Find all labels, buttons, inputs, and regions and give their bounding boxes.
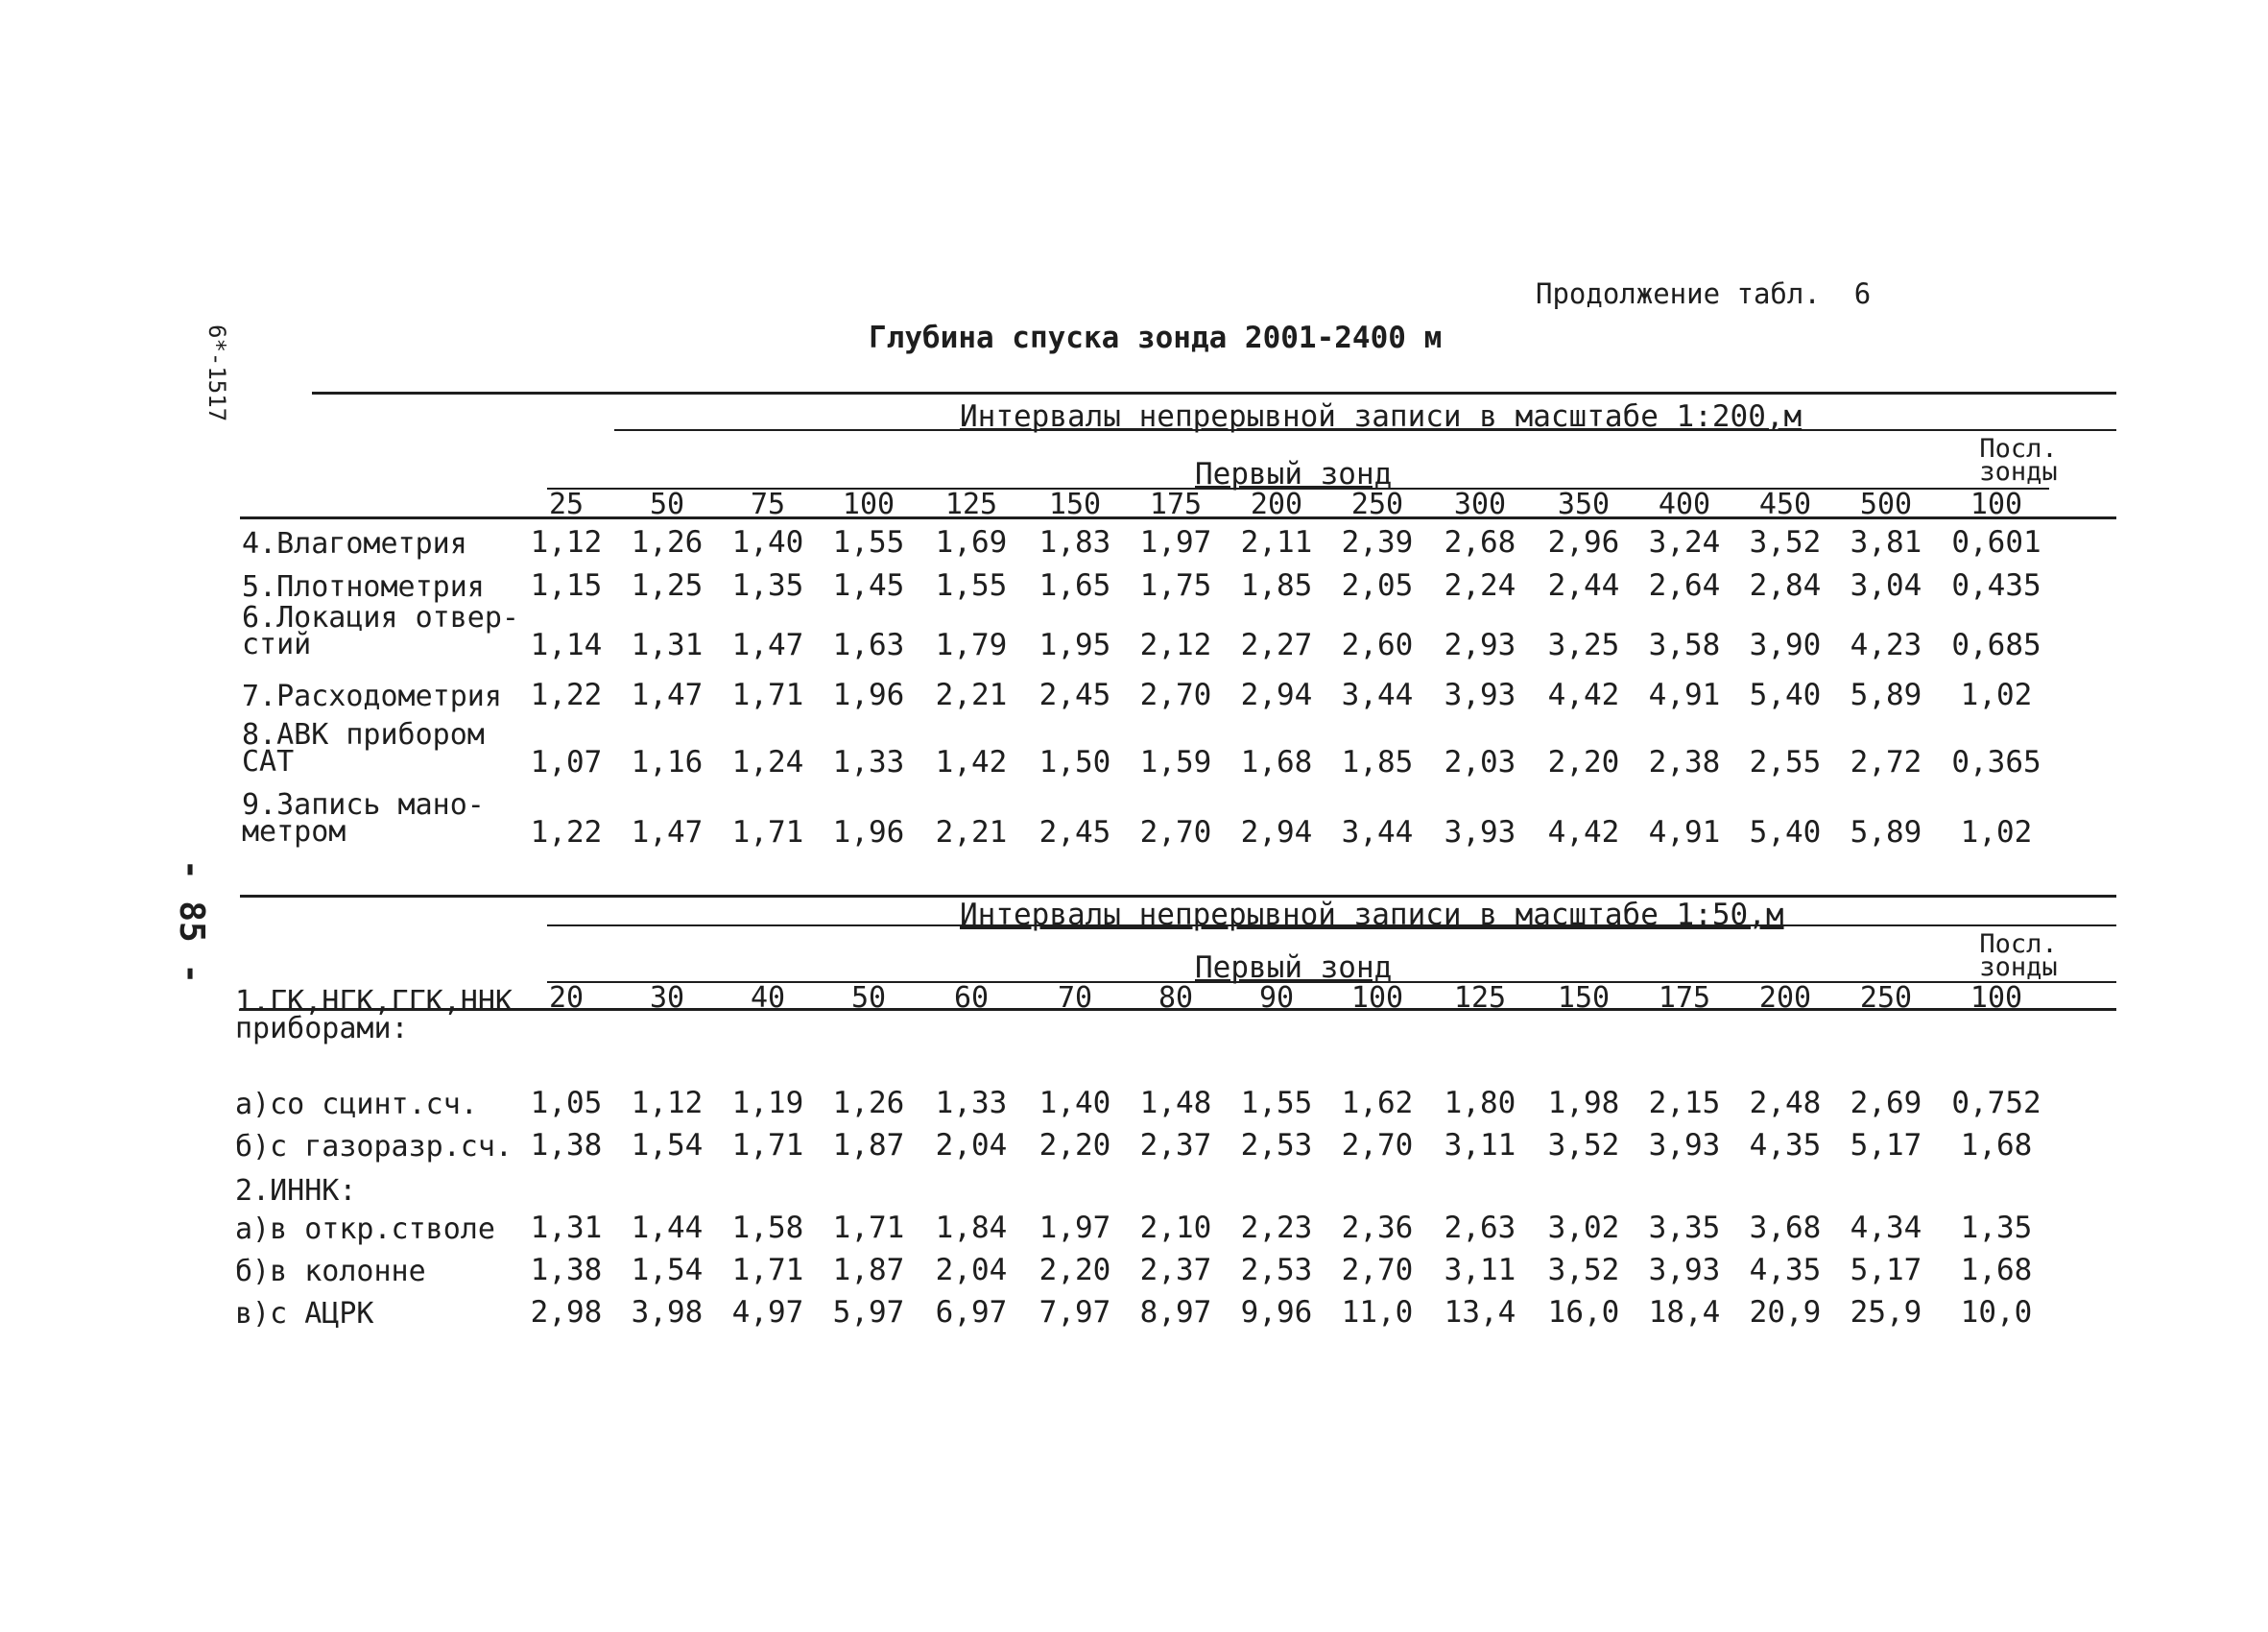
table-cell: 16,0	[1547, 1295, 1620, 1330]
row-label-line: б)с газоразр.сч.	[235, 1130, 513, 1164]
table-cell: 2,69	[1850, 1086, 1922, 1120]
table-cell: 1,44	[631, 1211, 704, 1245]
table-cell: 1,47	[631, 678, 704, 712]
table-cell: 1,71	[832, 1211, 905, 1245]
table-cell: 11,0	[1341, 1295, 1414, 1330]
column-header: 125	[944, 488, 998, 521]
table-cell: 7,97	[1039, 1295, 1111, 1330]
row-label	[235, 1212, 495, 1246]
table-cell: 1,02	[1960, 678, 2033, 712]
row-label	[242, 788, 485, 849]
last-col-head-2	[1966, 929, 2071, 982]
column-header: 20	[548, 981, 585, 1015]
table-cell: 3,90	[1749, 628, 1822, 662]
row-label-line: стий	[242, 628, 312, 661]
rule-top-1	[312, 392, 2116, 395]
column-header: 175	[1658, 981, 1711, 1015]
table-cell: 2,38	[1648, 745, 1721, 780]
table-cell: 1,96	[832, 678, 905, 712]
table-cell: 1,95	[1039, 628, 1111, 662]
table-cell: 3,93	[1444, 815, 1516, 850]
table-cell: 1,26	[832, 1086, 905, 1120]
table-cell: 0,435	[1951, 568, 2041, 603]
row-label-line: в)с АЦРК	[235, 1297, 374, 1331]
row-label	[235, 1130, 513, 1164]
table-cell: 1,42	[935, 745, 1008, 780]
table-cell: 1,14	[530, 628, 603, 662]
table-cell: 4,97	[731, 1295, 804, 1330]
table-cell: 3,93	[1648, 1253, 1721, 1287]
table-cell: 4,42	[1547, 678, 1620, 712]
table-cell: 2,64	[1648, 568, 1721, 603]
table-cell: 1,22	[530, 815, 603, 850]
table-cell: 2,94	[1240, 815, 1313, 850]
table-cell: 1,16	[631, 745, 704, 780]
column-header: 100	[1970, 981, 2023, 1015]
column-header: 80	[1158, 981, 1194, 1015]
table-cell: 2,60	[1341, 628, 1414, 662]
row-label-line: б)в колонне	[235, 1255, 426, 1288]
table-cell: 5,17	[1850, 1128, 1922, 1163]
table-cell: 2,45	[1039, 678, 1111, 712]
table-cell: 5,40	[1749, 815, 1822, 850]
row-label-line: а)со сцинт.сч.	[235, 1088, 478, 1121]
column-header: 60	[953, 981, 990, 1015]
table-cell: 1,87	[832, 1128, 905, 1163]
table-cell: 1,55	[935, 568, 1008, 603]
table-cell: 1,71	[731, 815, 804, 850]
row-label-line: 5.Плотнометрия	[242, 570, 485, 604]
table-cell: 3,58	[1648, 628, 1721, 662]
table-cell: 1,59	[1139, 745, 1212, 780]
table-cell: 2,94	[1240, 678, 1313, 712]
column-header: 450	[1758, 488, 1812, 521]
table-cell: 1,68	[1240, 745, 1313, 780]
page-number: - 85 -	[172, 859, 211, 985]
table-cell: 1,71	[731, 1253, 804, 1287]
table-cell: 2,05	[1341, 568, 1414, 603]
table-cell: 2,55	[1749, 745, 1822, 780]
table-cell: 3,98	[631, 1295, 704, 1330]
row-label	[242, 527, 467, 561]
table-cell: 2,04	[935, 1253, 1008, 1287]
table-cell: 2,12	[1139, 628, 1212, 662]
table-cell: 2,84	[1749, 568, 1822, 603]
table-cell: 1,15	[530, 568, 603, 603]
table-cell: 3,25	[1547, 628, 1620, 662]
row-label-line: 7.Расходометрия	[242, 680, 502, 713]
table-cell: 2,93	[1444, 628, 1516, 662]
last-col-head-line: Посл.	[1979, 434, 2058, 464]
table-cell: 2,70	[1341, 1128, 1414, 1163]
table-cell: 1,38	[530, 1253, 603, 1287]
table-cell: 1,35	[731, 568, 804, 603]
table-cell: 1,35	[1960, 1211, 2033, 1245]
column-header: 200	[1758, 981, 1812, 1015]
table-cell: 2,70	[1139, 815, 1212, 850]
column-header: 200	[1250, 488, 1303, 521]
table-cell: 1,24	[731, 745, 804, 780]
table-cell: 5,89	[1850, 678, 1922, 712]
row-label-line: 9.Запись мано-	[242, 788, 485, 822]
table-cell: 1,87	[832, 1253, 905, 1287]
table-cell: 1,07	[530, 745, 603, 780]
table-cell: 1,71	[731, 1128, 804, 1163]
table-cell: 0,752	[1951, 1086, 2041, 1120]
table-cell: 2,37	[1139, 1253, 1212, 1287]
table-cell: 3,04	[1850, 568, 1922, 603]
table-cell: 3,52	[1547, 1253, 1620, 1287]
table-cell: 13,4	[1444, 1295, 1516, 1330]
table-cell: 5,40	[1749, 678, 1822, 712]
row-label	[235, 1297, 374, 1331]
table-cell: 1,80	[1444, 1086, 1516, 1120]
table-cell: 2,39	[1341, 525, 1414, 560]
table-cell: 2,45	[1039, 815, 1111, 850]
table-cell: 1,69	[935, 525, 1008, 560]
table-cell: 3,81	[1850, 525, 1922, 560]
column-header: 175	[1149, 488, 1203, 521]
table-cell: 2,27	[1240, 628, 1313, 662]
column-header: 25	[548, 488, 585, 521]
row-label	[242, 680, 502, 713]
row-label-line: САТ	[242, 745, 295, 779]
column-header: 400	[1658, 488, 1711, 521]
table-cell: 5,97	[832, 1295, 905, 1330]
table-cell: 2,21	[935, 678, 1008, 712]
row-label-line: 6.Локация отвер-	[242, 601, 519, 635]
table-cell: 1,33	[832, 745, 905, 780]
table-cell: 0,601	[1951, 525, 2041, 560]
column-header: 40	[750, 981, 786, 1015]
table-cell: 1,05	[530, 1086, 603, 1120]
table-cell: 2,53	[1240, 1128, 1313, 1163]
table-cell: 1,55	[832, 525, 905, 560]
table-cell: 1,26	[631, 525, 704, 560]
column-header: 100	[1970, 488, 2023, 521]
group-title-2: Интервалы непрерывной записи в масштабе 1:50,м	[960, 898, 1784, 932]
column-header: 50	[649, 488, 685, 521]
table-cell: 1,31	[530, 1211, 603, 1245]
row-label-line: метром	[242, 815, 346, 849]
table-cell: 1,75	[1139, 568, 1212, 603]
table-cell: 1,83	[1039, 525, 1111, 560]
table-cell: 1,63	[832, 628, 905, 662]
table-cell: 1,50	[1039, 745, 1111, 780]
table-cell: 2,24	[1444, 568, 1516, 603]
table-cell: 1,12	[530, 525, 603, 560]
column-header: 50	[850, 981, 887, 1015]
table-cell: 2,23	[1240, 1211, 1313, 1245]
table-cell: 4,23	[1850, 628, 1922, 662]
row-label	[242, 601, 519, 661]
table-cell: 2,70	[1341, 1253, 1414, 1287]
table-cell: 2,53	[1240, 1253, 1313, 1287]
last-col-head-line: зонды	[1979, 952, 2058, 982]
table-cell: 3,68	[1749, 1211, 1822, 1245]
table-cell: 4,91	[1648, 678, 1721, 712]
table-cell: 2,03	[1444, 745, 1516, 780]
row-label	[235, 1174, 357, 1208]
table-cell: 1,84	[935, 1211, 1008, 1245]
table-cell: 2,20	[1039, 1128, 1111, 1163]
group-title-1: Интервалы непрерывной записи в масштабе 1:200,м	[960, 399, 1802, 434]
table-cell: 1,33	[935, 1086, 1008, 1120]
table-cell: 2,48	[1749, 1086, 1822, 1120]
row-label	[235, 985, 513, 1045]
table-cell: 1,19	[731, 1086, 804, 1120]
table-cell: 1,79	[935, 628, 1008, 662]
table-cell: 2,15	[1648, 1086, 1721, 1120]
continuation-note: Продолжение табл. 6	[1536, 277, 1872, 310]
last-col-head-1	[1966, 434, 2071, 487]
column-header: 125	[1453, 981, 1507, 1015]
table-cell: 1,12	[631, 1086, 704, 1120]
row-label	[242, 570, 485, 604]
table-cell: 3,44	[1341, 815, 1414, 850]
table-cell: 20,9	[1749, 1295, 1822, 1330]
table-cell: 8,97	[1139, 1295, 1212, 1330]
table-cell: 3,93	[1648, 1128, 1721, 1163]
column-header: 500	[1859, 488, 1913, 521]
table-cell: 3,93	[1444, 678, 1516, 712]
table-cell: 1,97	[1139, 525, 1212, 560]
table-cell: 1,40	[1039, 1086, 1111, 1120]
table-cell: 2,20	[1547, 745, 1620, 780]
column-header: 75	[750, 488, 786, 521]
table-cell: 2,37	[1139, 1128, 1212, 1163]
table-cell: 2,36	[1341, 1211, 1414, 1245]
column-header: 250	[1859, 981, 1913, 1015]
table-cell: 2,21	[935, 815, 1008, 850]
table-cell: 5,17	[1850, 1253, 1922, 1287]
table-cell: 4,42	[1547, 815, 1620, 850]
table-cell: 1,62	[1341, 1086, 1414, 1120]
table-cell: 3,35	[1648, 1211, 1721, 1245]
table-cell: 1,47	[731, 628, 804, 662]
table-cell: 3,11	[1444, 1253, 1516, 1287]
table-cell: 2,11	[1240, 525, 1313, 560]
table-cell: 2,98	[530, 1295, 603, 1330]
table-cell: 1,02	[1960, 815, 2033, 850]
column-header: 250	[1350, 488, 1404, 521]
last-col-head-line: Посл.	[1979, 929, 2058, 959]
sub-title-1: Первый зонд	[1195, 457, 1393, 492]
column-header: 150	[1048, 488, 1102, 521]
table-cell: 4,34	[1850, 1211, 1922, 1245]
table-cell: 3,52	[1547, 1128, 1620, 1163]
table-cell: 5,89	[1850, 815, 1922, 850]
table-cell: 4,35	[1749, 1253, 1822, 1287]
table-cell: 2,04	[935, 1128, 1008, 1163]
table-cell: 1,68	[1960, 1128, 2033, 1163]
row-label-line: 4.Влагометрия	[242, 527, 467, 561]
table-cell: 3,52	[1749, 525, 1822, 560]
table-cell: 4,35	[1749, 1128, 1822, 1163]
table-cell: 4,91	[1648, 815, 1721, 850]
table-cell: 1,65	[1039, 568, 1111, 603]
row-label	[235, 1088, 478, 1121]
table-cell: 25,9	[1850, 1295, 1922, 1330]
table-cell: 0,365	[1951, 745, 2041, 780]
table-cell: 9,96	[1240, 1295, 1313, 1330]
table-cell: 1,96	[832, 815, 905, 850]
column-header: 100	[1350, 981, 1404, 1015]
row-label-line: 1.ГК,НГК,ГГК,ННК	[235, 985, 513, 1019]
row-label-line: 2.ИННК:	[235, 1174, 357, 1208]
table-cell: 2,70	[1139, 678, 1212, 712]
table-cell: 2,10	[1139, 1211, 1212, 1245]
last-col-head-line: зонды	[1979, 457, 2058, 487]
table-cell: 0,685	[1951, 628, 2041, 662]
table-cell: 1,71	[731, 678, 804, 712]
table-cell: 1,31	[631, 628, 704, 662]
table-cell: 1,54	[631, 1128, 704, 1163]
table-cell: 6,97	[935, 1295, 1008, 1330]
column-header: 300	[1453, 488, 1507, 521]
table-cell: 10,0	[1960, 1295, 2033, 1330]
column-header: 100	[842, 488, 895, 521]
sub-title-2: Первый зонд	[1195, 950, 1393, 985]
row-label-line: приборами:	[235, 1012, 409, 1045]
table-cell: 1,47	[631, 815, 704, 850]
table-cell: 1,58	[731, 1211, 804, 1245]
row-label	[235, 1255, 426, 1288]
column-header: 30	[649, 981, 685, 1015]
table-cell: 1,68	[1960, 1253, 2033, 1287]
table-cell: 1,48	[1139, 1086, 1212, 1120]
table-cell: 1,38	[530, 1128, 603, 1163]
table-cell: 1,45	[832, 568, 905, 603]
table-cell: 1,22	[530, 678, 603, 712]
column-header: 150	[1557, 981, 1611, 1015]
table-cell: 1,98	[1547, 1086, 1620, 1120]
side-code: 6*-1517	[203, 324, 230, 422]
table-cell: 3,24	[1648, 525, 1721, 560]
table-cell: 1,40	[731, 525, 804, 560]
table-cell: 3,44	[1341, 678, 1414, 712]
table-cell: 3,11	[1444, 1128, 1516, 1163]
table-title: Глубина спуска зонда 2001-2400 м	[869, 321, 1443, 355]
table-cell: 2,68	[1444, 525, 1516, 560]
table-cell: 18,4	[1648, 1295, 1721, 1330]
column-header: 90	[1258, 981, 1295, 1015]
table-cell: 2,44	[1547, 568, 1620, 603]
table-cell: 3,02	[1547, 1211, 1620, 1245]
table-cell: 2,96	[1547, 525, 1620, 560]
table-cell: 1,55	[1240, 1086, 1313, 1120]
row-label	[242, 718, 485, 779]
table-cell: 1,54	[631, 1253, 704, 1287]
table-cell: 2,63	[1444, 1211, 1516, 1245]
table-cell: 2,20	[1039, 1253, 1111, 1287]
table-cell: 1,85	[1240, 568, 1313, 603]
column-header: 70	[1057, 981, 1093, 1015]
table-cell: 1,97	[1039, 1211, 1111, 1245]
table-cell: 2,72	[1850, 745, 1922, 780]
column-header: 350	[1557, 488, 1611, 521]
table-cell: 1,85	[1341, 745, 1414, 780]
row-label-line: 8.АВК прибором	[242, 718, 485, 752]
table-cell: 1,25	[631, 568, 704, 603]
row-label-line: а)в откр.стволе	[235, 1212, 495, 1246]
